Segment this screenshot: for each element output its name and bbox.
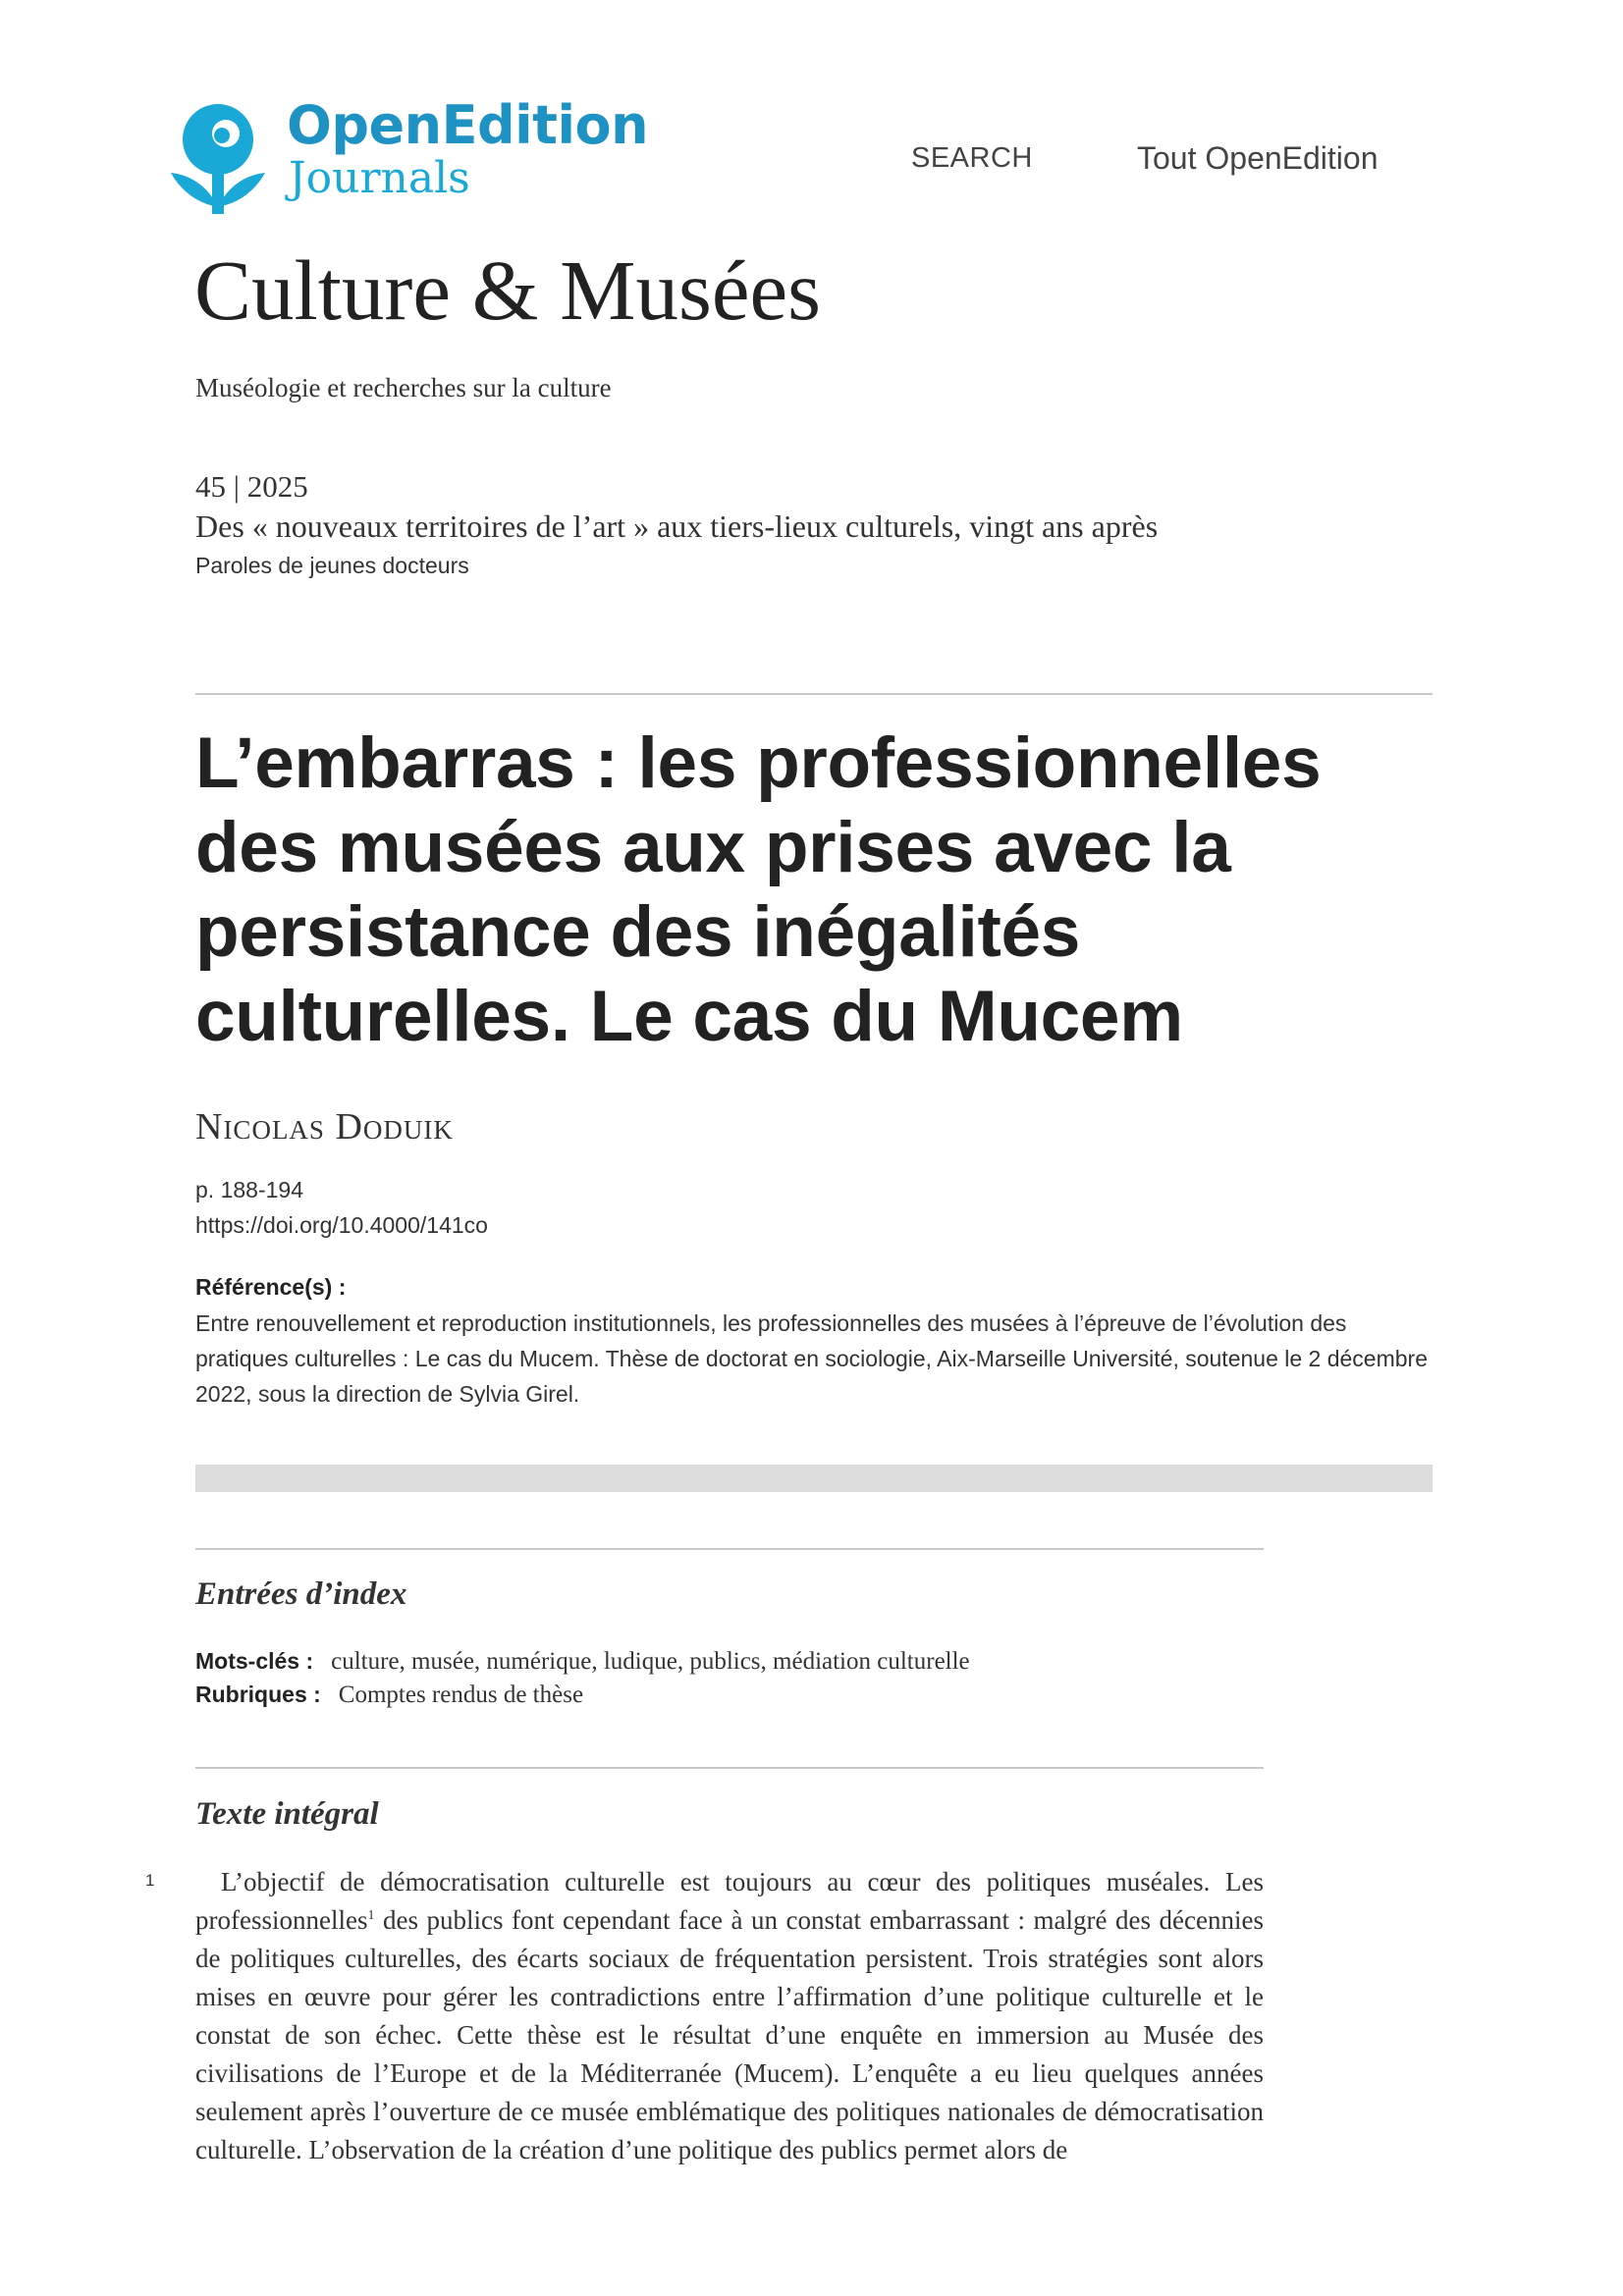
issue-section: Paroles de jeunes docteurs [195, 553, 469, 578]
separator-bar [195, 1465, 1433, 1492]
article-doi-link[interactable]: https://doi.org/10.4000/141co [195, 1212, 488, 1238]
divider [195, 693, 1433, 695]
journal-subtitle: Muséologie et recherches sur la culture [195, 373, 612, 402]
article-title: L’embarras : les professionnelles des musées aux prises avec la persistance des inégalités culturelles. Le cas du Mucem [195, 723, 1322, 1056]
openedition-journals-logo[interactable] [157, 96, 648, 214]
index-row-rubriques [195, 1682, 583, 1709]
reference-text: Entre renouvellement et reproduction institutionnels, les professionnelles des musées à l’épreuve de l’évolution des pratiques culturelles : Le cas du Mucem. Thèse de doctorat en sociologie, Aix-Marseille Université, soutenue le 2 décembre 2022, sous la direction de Sylvia Girel. [195, 1310, 1429, 1407]
logo-text-openedition: OpenEdition [287, 94, 649, 156]
paragraph-text-part2: des publics font cependant face à un constat embarrassant : malgré des décennies de politiques culturelles, des écarts sociaux de fréquentation persistent. Trois stratégies sont alors mises en œuvre pour gérer les contradictions entre l’affirmation d’une politique culturelle et le constat de son échec. Cette thèse est le résultat d’une enquête en immersion au Musée des civilisations de l’Europe et de la Méditerranée (Mucem). L’enquête a eu lieu quelques années seulement après l’ouverture de ce musée emblématique des politiques nationales de démocratisation culturelle. L’observation de la création d’une politique des publics permet alors de [195, 1905, 1264, 2164]
article-pages: p. 188-194 [195, 1177, 303, 1202]
index-row-motscles [195, 1648, 970, 1676]
divider [195, 1767, 1264, 1769]
paragraph-number: 1 [145, 1871, 155, 1890]
rubriques-value[interactable]: Comptes rendus de thèse [338, 1682, 584, 1708]
issue-number[interactable]: 45 | 2025 [195, 469, 308, 504]
issue-title[interactable]: Des « nouveaux territoires de l’art » aux tiers-lieux culturels, vingt ans après [195, 508, 1159, 544]
logo-text-journals: Journals [289, 153, 470, 203]
article-author[interactable]: Nicolas Doduik [195, 1106, 454, 1148]
footnote-link[interactable]: 1 [367, 1908, 375, 1923]
nav-tout-openedition-link[interactable]: Tout OpenEdition [1137, 140, 1379, 176]
index-heading: Entrées d’index [195, 1576, 407, 1612]
journal-title[interactable]: Culture & Musées [194, 242, 821, 338]
reference-label: Référence(s) : [195, 1274, 347, 1300]
motscles-value[interactable]: culture, musée, numérique, ludique, publics, médiation culturelle [331, 1648, 970, 1675]
rubriques-label: Rubriques : [195, 1682, 321, 1707]
openedition-flower-icon [157, 96, 280, 219]
divider [195, 1548, 1264, 1550]
nav-search-link[interactable]: SEARCH [911, 142, 1033, 174]
paragraph-text-part1: L’objectif de démocratisation culturelle est toujours au cœur des politiques muséales. Les professionnelles [195, 1867, 1264, 1935]
motscles-label: Mots-clés : [195, 1648, 314, 1674]
full-text-heading: Texte intégral [195, 1796, 379, 1832]
body-paragraph [195, 1863, 1264, 2169]
